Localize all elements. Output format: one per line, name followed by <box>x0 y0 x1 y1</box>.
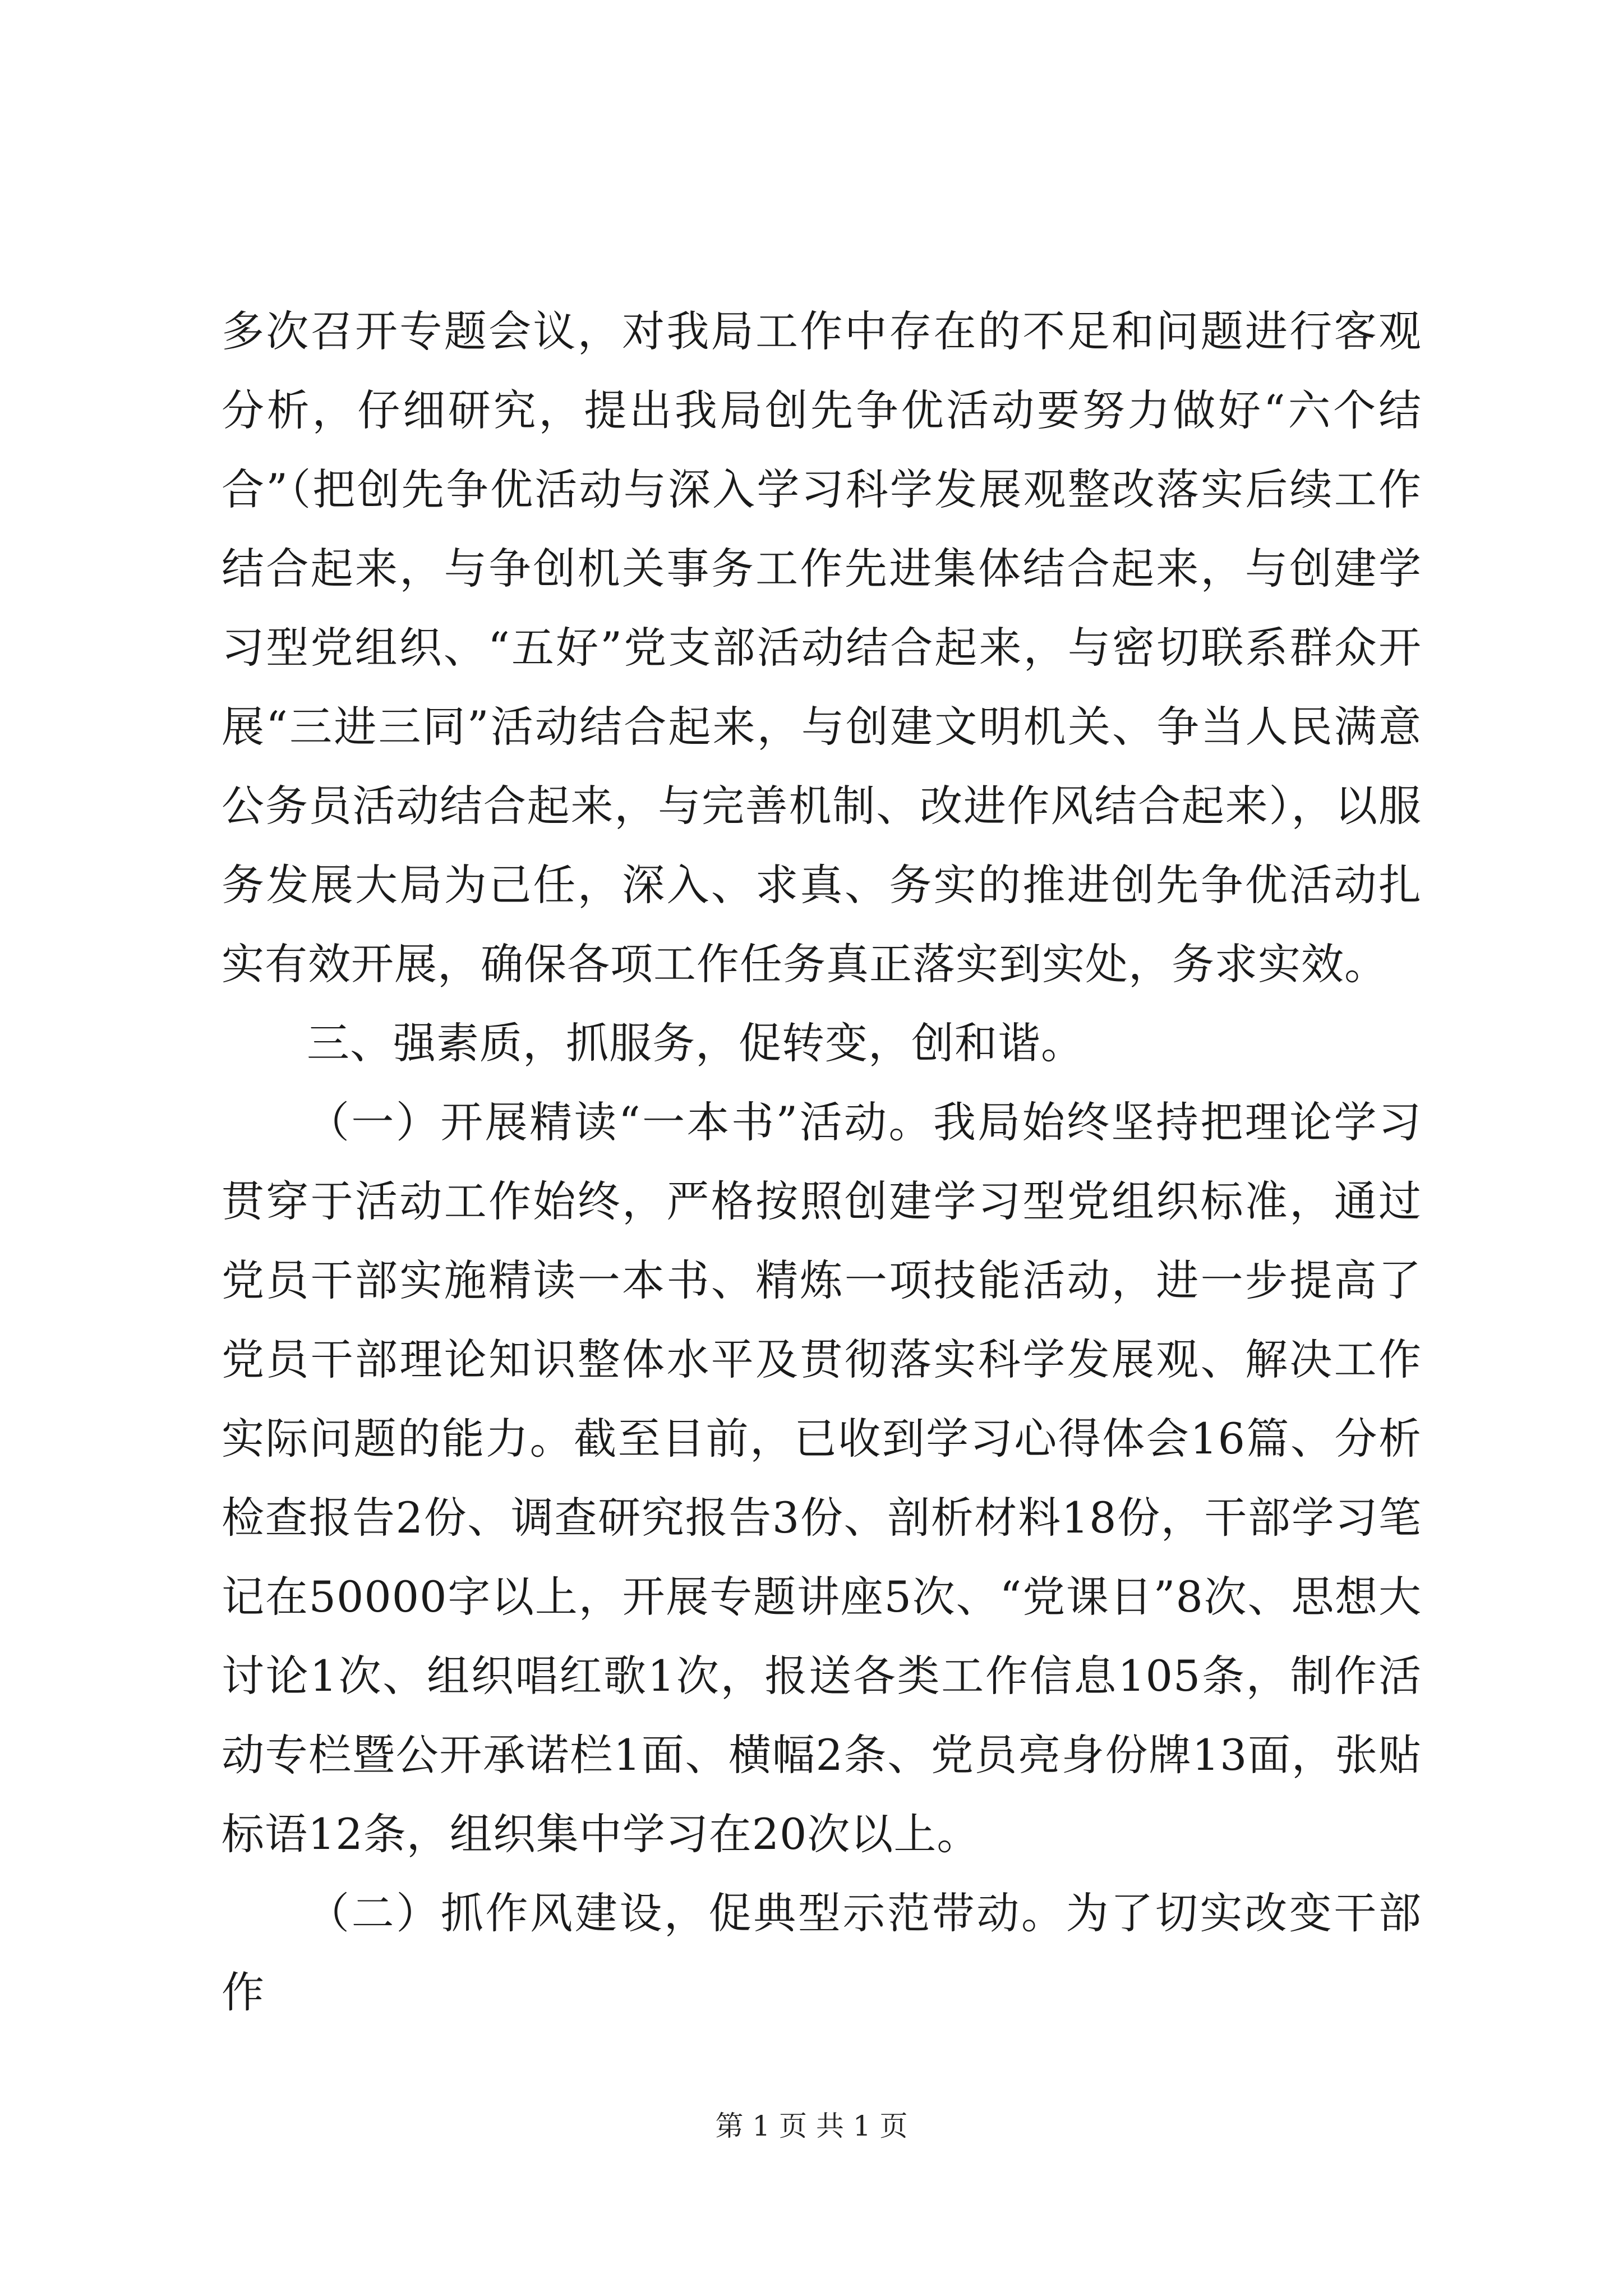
paragraph-1: 多次召开专题会议，对我局工作中存在的不足和问题进行客观分析，仔细研究，提出我局创先争优活动要努力做好“六个结合”（把创先争优活动与深入学习科学发展观整改落实后续工作结合起来，与争创机关事务工作先进集体结合起来，与创建学习型党组织、“五好”党支部活动结合起来，与密切联系群众开展“三进三同”活动结合起来，与创建文明机关、争当人民满意公务员活动结合起来，与完善机制、改进作风结合起来），以服务发展大局为己任，深入、求真、务实的推进创先争优活动扎实有效开展，确保各项工作任务真正落实到实处，务求实效。 <box>222 306 1422 989</box>
section-heading: 三、强素质，抓服务，促转变，创和谐。 <box>307 1018 1084 1068</box>
paragraph-3: （一）开展精读“一本书”活动。我局始终坚持把理论学习贯穿于活动工作始终，严格按照创建学习型党组织标准，通过党员干部实施精读一本书、精炼一项技能活动，进一步提高了党员干部理论知识整体水平及贯彻落实科学发展观、解决工作实际问题的能力。截至目前，已收到学习心得体会16篇、分析检查报告2份、调查研究报告3份、剖析材料18份，干部学习笔记在50000字以上，开展专题讲座5次、“党课日”8次、思想大讨论1次、组织唱红歌1次，报送各类工作信息105条，制作活动专栏暨公开承诺栏1面、横幅2条、党员亮身份牌13面，张贴标语12条，组织集中学习在20次以上。 <box>222 1097 1422 1859</box>
document-body <box>222 292 1422 2032</box>
page-footer: 第 1 页 共 1 页 <box>715 2110 908 2142</box>
paragraph-4: （二）抓作风建设，促典型示范带动。为了切实改变干部作 <box>222 1888 1422 2017</box>
